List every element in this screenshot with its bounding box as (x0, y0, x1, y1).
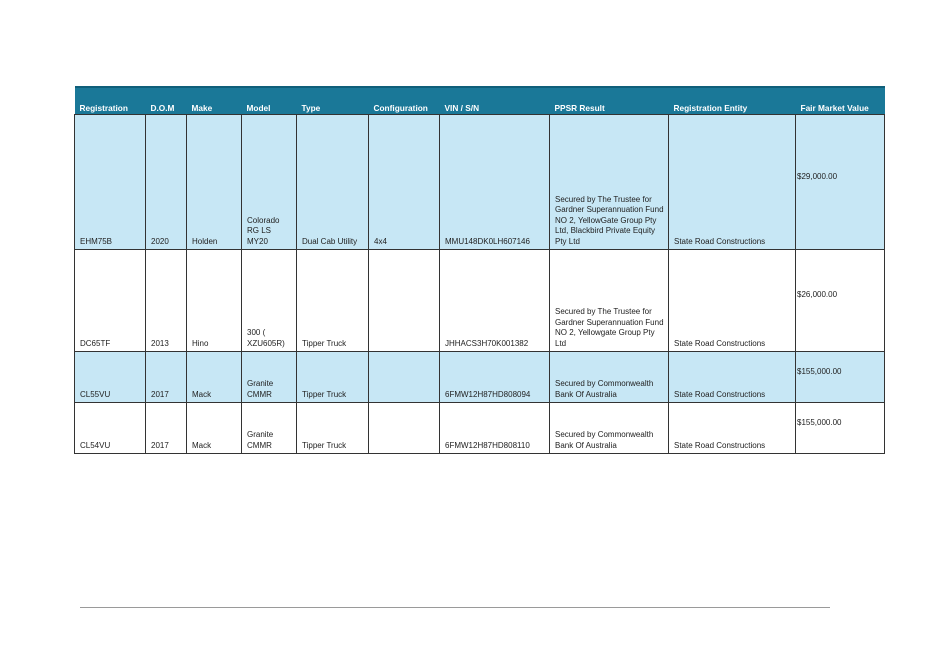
cell-configuration (369, 250, 440, 352)
fair-market-value-text: $26,000.00 (797, 290, 838, 300)
fair-market-value-text: $29,000.00 (797, 171, 838, 181)
cell-vin: MMU148DK0LH607146 (440, 115, 550, 250)
cell-make: Hino (187, 250, 242, 352)
cell-registration: CL55VU (75, 352, 146, 403)
cell-registration-entity: State Road Constructions (669, 250, 796, 352)
cell-configuration (369, 403, 440, 454)
cell-fair-market-value (796, 403, 885, 454)
column-header-model: Model (242, 87, 297, 115)
cell-make: Mack (187, 352, 242, 403)
cell-fair-market-value (796, 352, 885, 403)
cell-registration: DC65TF (75, 250, 146, 352)
cell-configuration: 4x4 (369, 115, 440, 250)
cell-type: Tipper Truck (297, 403, 369, 454)
cell-type: Dual Cab Utility (297, 115, 369, 250)
asset-table-container (74, 86, 884, 454)
cell-ppsr-result: Secured by Commonwealth Bank Of Australia (550, 403, 669, 454)
fair-market-value-text: $155,000.00 (797, 366, 842, 376)
table-row (75, 403, 885, 454)
column-header-type: Type (297, 87, 369, 115)
cell-vin: 6FMW12H87HD808094 (440, 352, 550, 403)
cell-model: 300 ( XZU605R) (242, 250, 297, 352)
cell-registration-entity: State Road Constructions (669, 352, 796, 403)
cell-registration-entity: State Road Constructions (669, 403, 796, 454)
cell-dom: 2017 (146, 352, 187, 403)
cell-registration-entity: State Road Constructions (669, 115, 796, 250)
fair-market-value-text: $155,000.00 (797, 417, 842, 427)
cell-registration: EHM75B (75, 115, 146, 250)
table-header-row (75, 87, 885, 115)
cell-registration: CL54VU (75, 403, 146, 454)
asset-table (74, 86, 885, 454)
table-row (75, 115, 885, 250)
column-header-ppsr-result: PPSR Result (550, 87, 669, 115)
cell-model: Granite CMMR (242, 352, 297, 403)
cell-dom: 2017 (146, 403, 187, 454)
cell-vin: JHHACS3H70K001382 (440, 250, 550, 352)
cell-type: Tipper Truck (297, 352, 369, 403)
cell-ppsr-result: Secured by The Trustee for Gardner Superannuation Fund NO 2, YellowGate Group Pty Ltd, Blackbird Private Equity Pty Ltd (550, 115, 669, 250)
cell-fair-market-value (796, 115, 885, 250)
cell-model: Colorado RG LS MY20 (242, 115, 297, 250)
column-header-dom: D.O.M (146, 87, 187, 115)
cell-vin: 6FMW12H87HD808110 (440, 403, 550, 454)
table-row (75, 250, 885, 352)
footer-divider (80, 607, 830, 608)
cell-dom: 2013 (146, 250, 187, 352)
table-row (75, 352, 885, 403)
cell-make: Mack (187, 403, 242, 454)
column-header-registration-entity: Registration Entity (669, 87, 796, 115)
column-header-make: Make (187, 87, 242, 115)
cell-fair-market-value (796, 250, 885, 352)
column-header-registration: Registration (75, 87, 146, 115)
cell-type: Tipper Truck (297, 250, 369, 352)
column-header-configuration: Configuration (369, 87, 440, 115)
column-header-vin: VIN / S/N (440, 87, 550, 115)
cell-model: Granite CMMR (242, 403, 297, 454)
cell-ppsr-result: Secured by Commonwealth Bank Of Australia (550, 352, 669, 403)
cell-ppsr-result: Secured by The Trustee for Gardner Superannuation Fund NO 2, Yellowgate Group Pty Ltd (550, 250, 669, 352)
cell-dom: 2020 (146, 115, 187, 250)
cell-configuration (369, 352, 440, 403)
cell-make: Holden (187, 115, 242, 250)
column-header-fair-market-value: Fair Market Value (796, 87, 885, 115)
